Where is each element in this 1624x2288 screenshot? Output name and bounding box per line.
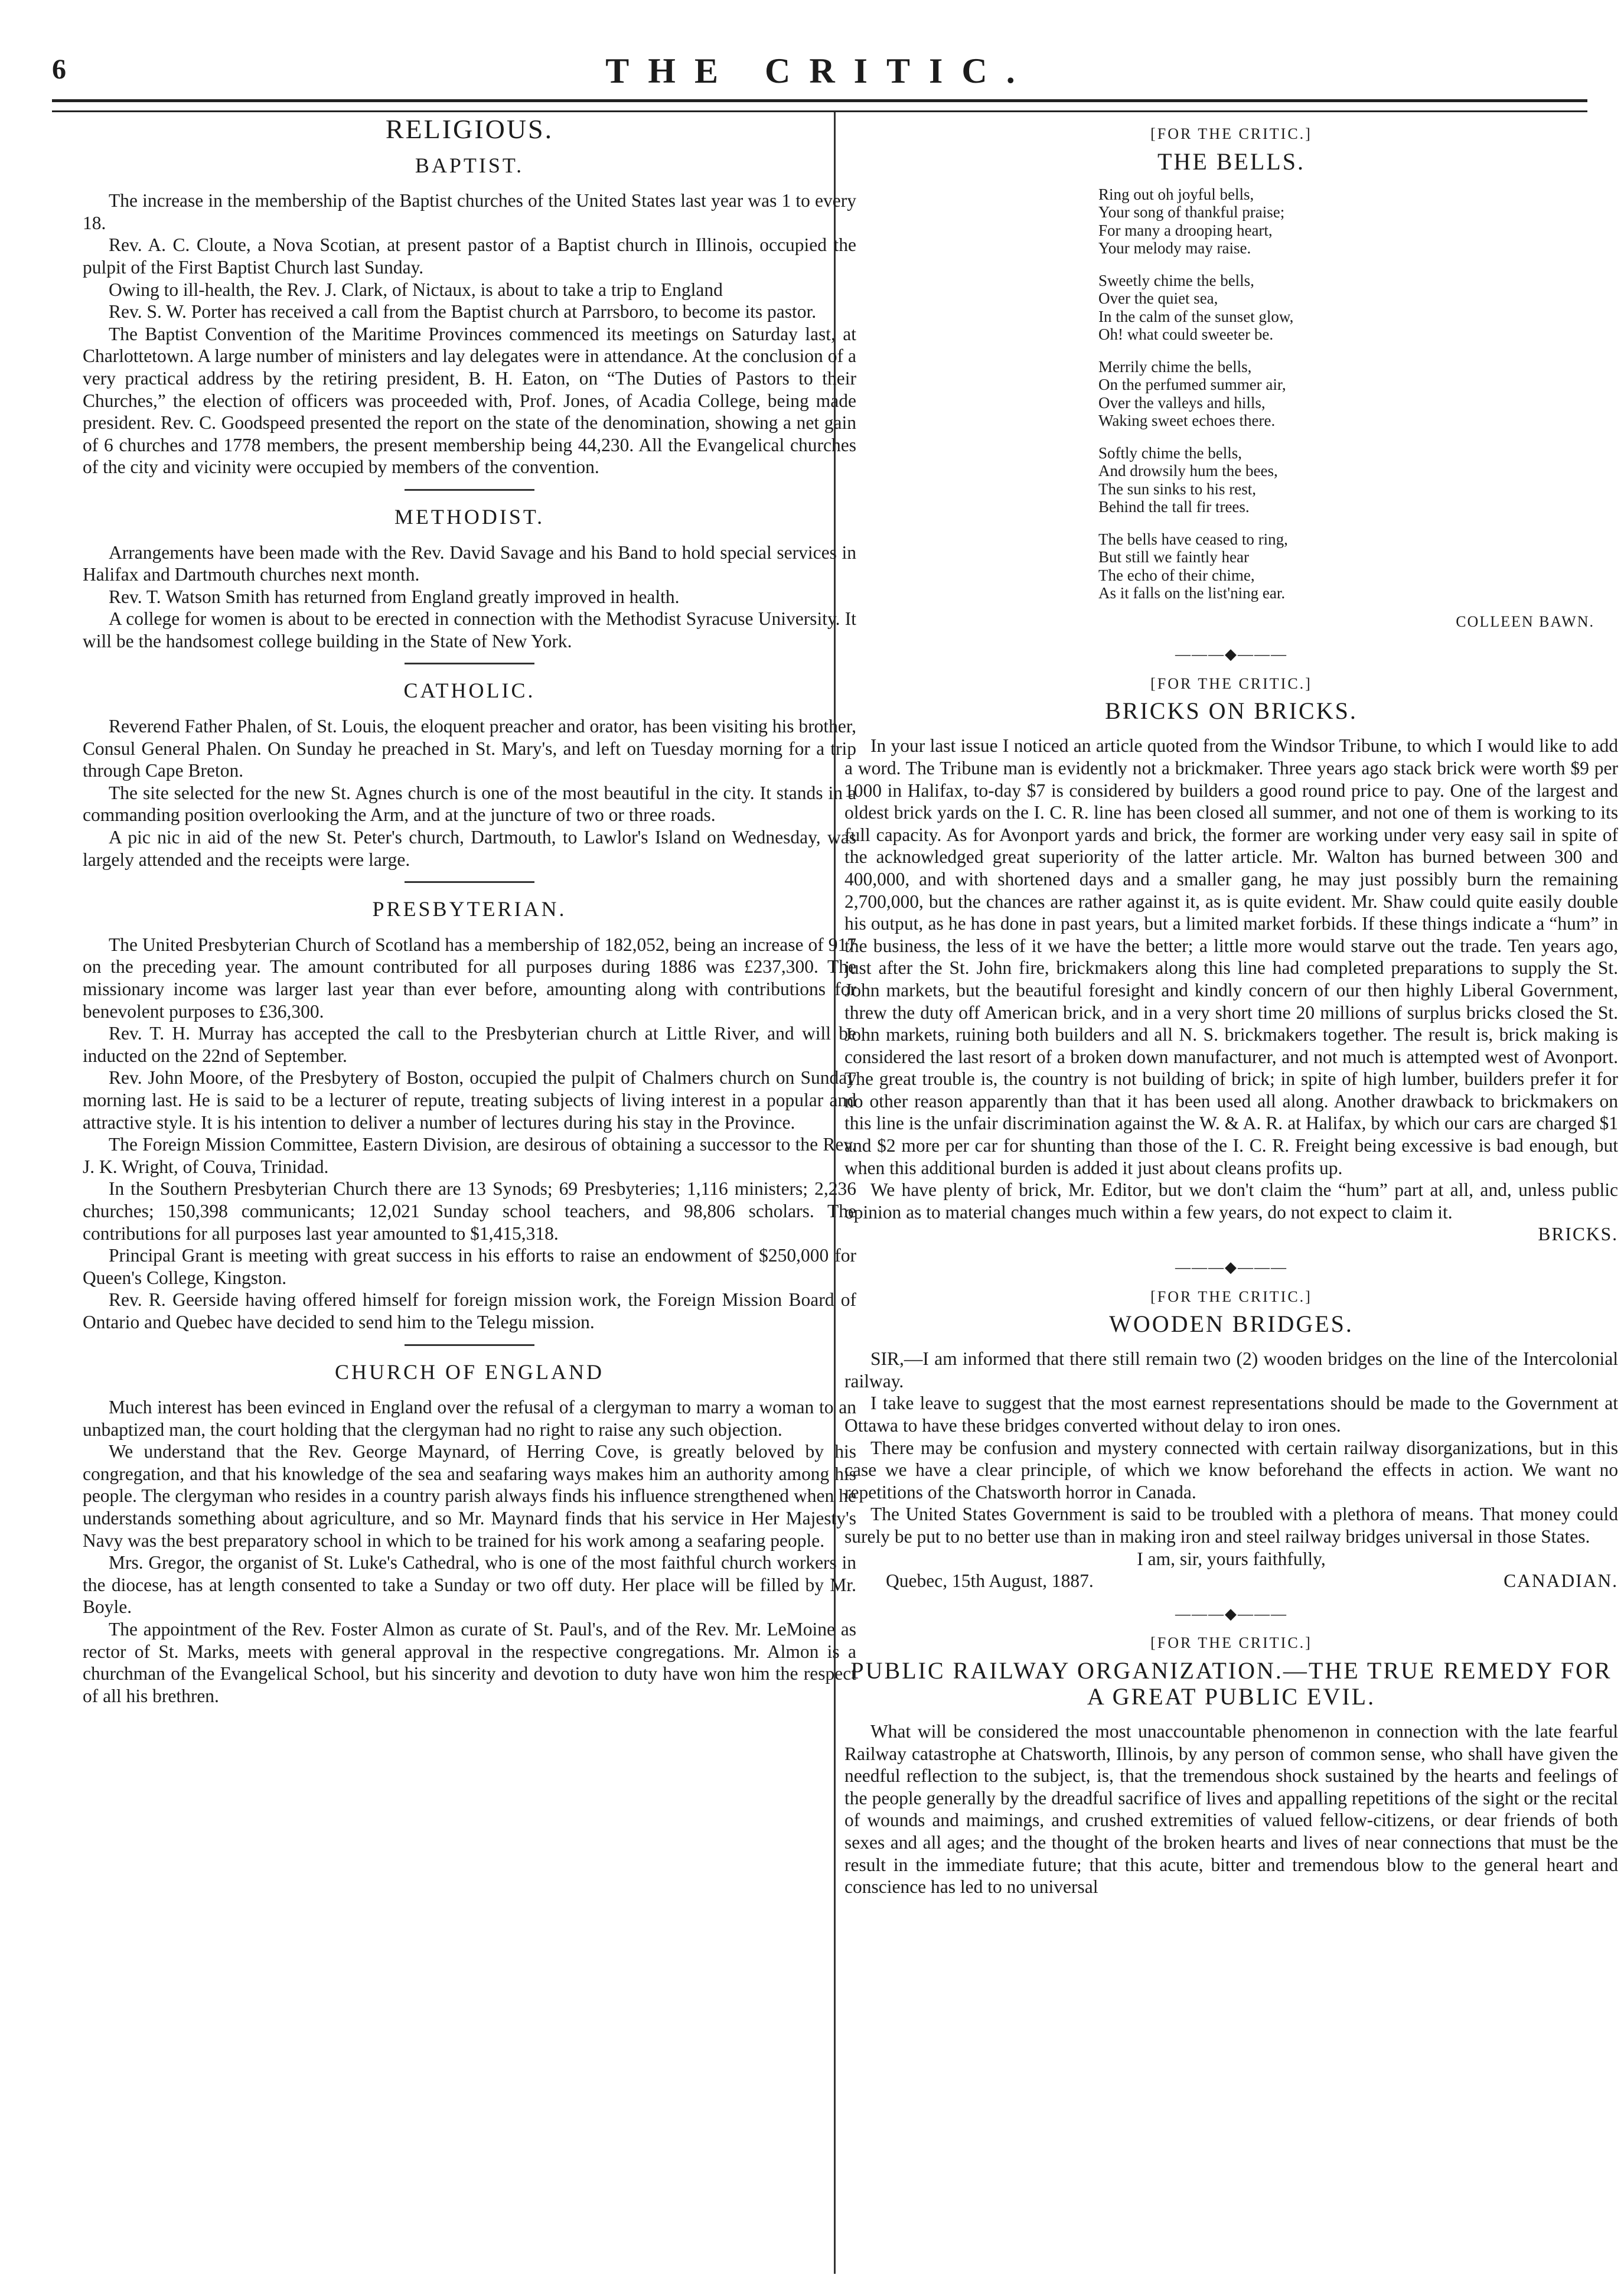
paragraph: Principal Grant is meeting with great success in his efforts to raise an endowment of $250,000 for Queen's College, Kingston. xyxy=(83,1245,856,1288)
paragraph: I take leave to suggest that the most earnest representations should be made to the Government at Ottawa to have these bridges converted without delay to iron ones. xyxy=(844,1393,1618,1436)
poem-line: On the perfumed summer air, xyxy=(1098,376,1286,394)
poem-stanza xyxy=(1098,272,1618,344)
poem-stanza xyxy=(1098,185,1618,258)
for-the-critic-label: [FOR THE CRITIC.] xyxy=(1150,1288,1312,1305)
for-the-critic-label: [FOR THE CRITIC.] xyxy=(1150,1634,1312,1652)
dateline-row xyxy=(844,1570,1618,1592)
section-church-of-england xyxy=(83,1361,856,1707)
section-heading: METHODIST. xyxy=(394,504,545,529)
ornament-divider: ———◆——— xyxy=(1175,646,1287,663)
poem-line: For many a drooping heart, xyxy=(1098,221,1273,239)
article-the-bells xyxy=(844,123,1618,633)
paragraph: Arrangements have been made with the Rev. David Savage and his Band to hold special services in Halifax and Dartmouth churches next month. xyxy=(83,542,856,585)
article-public-railway xyxy=(844,1632,1618,1898)
article-title: BRICKS ON BRICKS. xyxy=(1105,698,1358,725)
section-divider xyxy=(405,881,534,883)
poem-line: Oh! what could sweeter be. xyxy=(1098,325,1274,344)
ornament-divider: ———◆——— xyxy=(1175,1259,1287,1276)
paragraph: SIR,—I am informed that there still remain two (2) wooden bridges on the line of the Intercolonial railway. xyxy=(844,1348,1618,1391)
poem-line: Ring out oh joyful bells, xyxy=(1098,185,1254,203)
paragraph: The site selected for the new St. Agnes church is one of the most beautiful in the city. It stands in a commanding position overlooking the Arm, and at the juncture of two or three roads. xyxy=(83,782,856,826)
poem-stanza xyxy=(1098,444,1618,516)
paragraph: In your last issue I noticed an article quoted from the Windsor Tribune, to which I would like to add a word. The Tribune man is evidently not a brickmaker. Three years ago stack brick were worth $9 per 1000 in Halifax, to-day $7 is considered by builders a good round price to pay. One of the largest and oldest brick yards on the I. C. R. line has been closed all summer, and not one of them is working to its full capacity. As for Avonport yards and brick, the former are working under very easy sail in spite of the acknowledged great superiority of the latter article. Mr. Walton has burned between 300 and 400,000, and with shortened days and a smaller gang, he may just possibly burn the remaining 2,700,000, but the chances are rather against it, as is quite evident. Mr. Shaw could quite easily double his output, as he has done in past years, but a limited market forbids. If these things indicate a “hum” in the business, the less of it we have the better; a little more would starve out the trade. Ten years ago, just after the St. John fire, brickmakers along this line had completed preparations to supply the St. John markets, but the beautiful foresight and kindly concern of our then highly Liberal Government, threw the duty off American brick, and in a very short time 20 millions of surplus bricks closed the St. John markets, ruining both builders and all N. S. brickmakers together. The result is, brick making is considered the last resort of a broken down manufacturer, and not much is attempted west of Avonport. The great trouble is, the country is not building of brick; in spite of high lumber, builders prefer it for no other reason apparently than that it has been used all along. Another drawback to brickmakers on this line is the unfair discrimination against the W. & A. R. at Halifax, by which our cars are charged $1 and $2 more per car for shunting than those of the I. C. R. Freight being excessive is bad enough, but when this additional burden is added it just about cleans profits up. xyxy=(844,735,1618,1178)
poem-line: As it falls on the list'ning ear. xyxy=(1098,584,1286,602)
paragraph: Reverend Father Phalen, of St. Louis, the eloquent preacher and orator, has been visiting his brother, Consul General Phalen. On Sunday he preached in St. Mary's, and left on Tuesday morning for a trip through Cape Breton. xyxy=(83,716,856,781)
page-number: 6 xyxy=(52,54,66,85)
paragraph: What will be considered the most unaccountable phenomenon in connection with the late fearful Railway catastrophe at Chatsworth, Illinois, by any person of common sense, who shall have given the needful reflection to the subject, is, that the tremendous shock sustained by the hearts and feelings of the people generally by the dreadful sacrifice of lives and appalling repetitions of the sight or the recital of wounds and maimings, and crushed extremities of valued fellow-citizens, or dear friends of both sexes and all ages; and the thought of the broken hearts and lives of near connections that must be the result in the immediate future; that this acute, bitter and tremendous blow to the general heart and conscience has led to no universal xyxy=(844,1720,1618,1898)
poem-signature: COLLEEN BAWN. xyxy=(1456,612,1594,630)
paragraph: The Foreign Mission Committee, Eastern Division, are desirous of obtaining a successor to the Rev. J. K. Wright, of Couva, Trinidad. xyxy=(83,1134,856,1177)
article-bricks-on-bricks xyxy=(844,673,1618,1246)
article-title: WOODEN BRIDGES. xyxy=(1109,1311,1354,1338)
poem-line: Over the valleys and hills, xyxy=(1098,393,1266,412)
masthead-rule xyxy=(52,99,1587,112)
poem xyxy=(1098,185,1618,602)
for-the-critic-label: [FOR THE CRITIC.] xyxy=(1150,674,1312,692)
section-heading: CHURCH OF ENGLAND xyxy=(334,1360,605,1384)
paragraph: A college for women is about to be erected in connection with the Methodist Syracuse University. It will be the handsomest college building in the State of New York. xyxy=(83,608,856,651)
poem-line: Merrily chime the bells, xyxy=(1098,357,1252,376)
poem-line: The echo of their chime, xyxy=(1098,566,1255,584)
section-methodist xyxy=(83,506,856,653)
section-divider xyxy=(405,663,534,664)
dateline: Quebec, 15th August, 1887. xyxy=(886,1570,1094,1592)
poem-line: But still we faintly hear xyxy=(1098,548,1249,566)
right-column xyxy=(844,118,1618,2268)
poem-line: Softly chime the bells, xyxy=(1098,444,1242,462)
paragraph: There may be confusion and mystery connected with certain railway disorganizations, but in this case we have a clear principle, of which we know beforehand the effects in action. We want no repetitions of the Chatsworth horror in Canada. xyxy=(844,1437,1618,1502)
section-baptist xyxy=(83,155,856,478)
letter-closing xyxy=(844,1548,1618,1592)
poem-line: The bells have ceased to ring, xyxy=(1098,530,1288,548)
for-the-critic-label: [FOR THE CRITIC.] xyxy=(1150,125,1312,142)
poem-stanza xyxy=(1098,358,1618,430)
article-wooden-bridges xyxy=(844,1286,1618,1592)
paragraph: Rev. T. Watson Smith has returned from England greatly improved in health. xyxy=(109,586,680,607)
section-heading: CATHOLIC. xyxy=(403,679,536,703)
article-signature: BRICKS. xyxy=(1538,1224,1618,1245)
masthead xyxy=(52,48,1587,102)
paragraph: The Baptist Convention of the Maritime Provinces commenced its meetings on Saturday last, at Charlottetown. A large number of ministers and lay delegates were in attendance. At the conclusion of a very practical address by the retiring president, B. H. Eaton, on “The Duties of Pastors to their Churches,” the election of officers was proceeded with, Prof. Jones, of Acadia College, being made president. Rev. C. Goodspeed presented the report on the state of the denomination, showing a net gain of 6 churches and 1778 members, the present membership being 44,230. All the Evangelical churches of the city and vicinity were occupied by members of the convention. xyxy=(83,323,856,478)
poem-line: Your melody may raise. xyxy=(1098,239,1251,258)
section-heading: BAPTIST. xyxy=(415,153,524,177)
paragraph: Rev. John Moore, of the Presbytery of Boston, occupied the pulpit of Chalmers church on Sunday morning last. He is said to be a lecturer of repute, treating subjects of living interest in a popular and attractive style. It is his intention to deliver a number of lectures during his stay in the Province. xyxy=(83,1067,856,1133)
paragraph: We understand that the Rev. George Maynard, of Herring Cove, is greatly beloved by his congregation, and that his knowledge of the sea and seafaring ways makes him an authority among his people. The clergyman who resides in a country parish always finds his influence strengthened when he understands something about agriculture, and so Mr. Maynard finds that his service in Her Majesty's Navy was the best preparatory school in which to be trained for his work among a seafaring people. xyxy=(83,1441,856,1551)
paragraph: The increase in the membership of the Baptist churches of the United States last year was 1 to every 18. xyxy=(83,190,856,233)
paragraph: The appointment of the Rev. Foster Almon as curate of St. Paul's, and of the Rev. Mr. LeMoine as rector of St. Marks, meets with general approval in the respective congregations. Mr. Almon is a churchman of the Evangelical School, but his sincerity and devotion to duty have won him the respect of all his brethren. xyxy=(83,1619,856,1706)
paragraph: A pic nic in aid of the new St. Peter's church, Dartmouth, to Lawlor's Island on Wednesday, was largely attended and the receipts were large. xyxy=(83,827,856,870)
paragraph: Much interest has been evinced in England over the refusal of a clergyman to marry a woman to an unbaptized man, the court holding that the clergyman had no right to raise any such objection. xyxy=(83,1397,856,1440)
article-title: PUBLIC RAILWAY ORGANIZATION.—THE TRUE REMEDY FOR A GREAT PUBLIC EVIL. xyxy=(850,1657,1612,1710)
paragraph: The United States Government is said to be troubled with a plethora of means. That money could surely be put to no better use than in making iron and steel railway bridges universal in those States. xyxy=(844,1504,1618,1547)
paragraph: Rev. A. C. Cloute, a Nova Scotian, at present pastor of a Baptist church in Illinois, occupied the pulpit of the First Baptist Church last Sunday. xyxy=(83,234,856,278)
section-heading: PRESBYTERIAN. xyxy=(372,897,567,921)
article-signature: CANADIAN. xyxy=(1504,1570,1618,1592)
paragraph: Rev. S. W. Porter has received a call from the Baptist church at Parrsboro, to become its pastor. xyxy=(109,301,817,322)
poem-line: Over the quiet sea, xyxy=(1098,289,1218,308)
paragraph: In the Southern Presbyterian Church there are 13 Synods; 69 Presbyteries; 1,116 ministers; 2,236 churches; 150,398 communicants; 12,021 Sunday school teachers, and 98,806 scholars. The contributions for all purposes last year amounted to $1,415,318. xyxy=(83,1178,856,1244)
poem-line: Behind the tall fir trees. xyxy=(1098,498,1250,516)
poem-line: The sun sinks to his rest, xyxy=(1098,480,1256,498)
ornament-divider: ———◆——— xyxy=(1175,1605,1287,1622)
paragraph: Owing to ill-health, the Rev. J. Clark, of Nictaux, is about to take a trip to England xyxy=(109,279,723,300)
paragraph: The United Presbyterian Church of Scotland has a membership of 182,052, being an increase of 917 on the preceding year. The amount contributed for all purposes during 1886 was £237,300. The missionary income was larger last year than ever before, amounting along with contributions for benevolent purposes to £36,300. xyxy=(83,934,856,1022)
department-heading: RELIGIOUS. xyxy=(385,118,554,144)
poem-line: Your song of thankful praise; xyxy=(1098,203,1285,221)
section-presbyterian xyxy=(83,898,856,1333)
poem-line: And drowsily hum the bees, xyxy=(1098,462,1278,480)
newspaper-title: THE CRITIC. xyxy=(605,51,1034,90)
paragraph: Mrs. Gregor, the organist of St. Luke's Cathedral, who is one of the most faithful church workers in the diocese, has at length consented to take a Sunday or two off duty. Her place will be filled by Mr. Boyle. xyxy=(83,1552,856,1618)
article-title: THE BELLS. xyxy=(1157,148,1305,175)
section-divider xyxy=(405,489,534,491)
section-divider xyxy=(405,1344,534,1346)
closing-line: I am, sir, yours faithfully, xyxy=(1137,1548,1326,1569)
paragraph: Rev. R. Geerside having offered himself for foreign mission work, the Foreign Mission Board of Ontario and Quebec have decided to send him to the Telegu mission. xyxy=(83,1289,856,1332)
paragraph: We have plenty of brick, Mr. Editor, but we don't claim the “hum” part at all, and, unless public opinion as to material changes much within a few years, do not expect to claim it. xyxy=(844,1179,1618,1223)
poem-line: Waking sweet echoes there. xyxy=(1098,412,1276,430)
section-catholic xyxy=(83,680,856,871)
left-column xyxy=(83,118,856,2268)
paragraph: Rev. T. H. Murray has accepted the call to the Presbyterian church at Little River, and will be inducted on the 22nd of September. xyxy=(83,1023,856,1066)
poem-line: Sweetly chime the bells, xyxy=(1098,271,1254,289)
poem-line: In the calm of the sunset glow, xyxy=(1098,307,1294,325)
poem-stanza xyxy=(1098,530,1618,602)
